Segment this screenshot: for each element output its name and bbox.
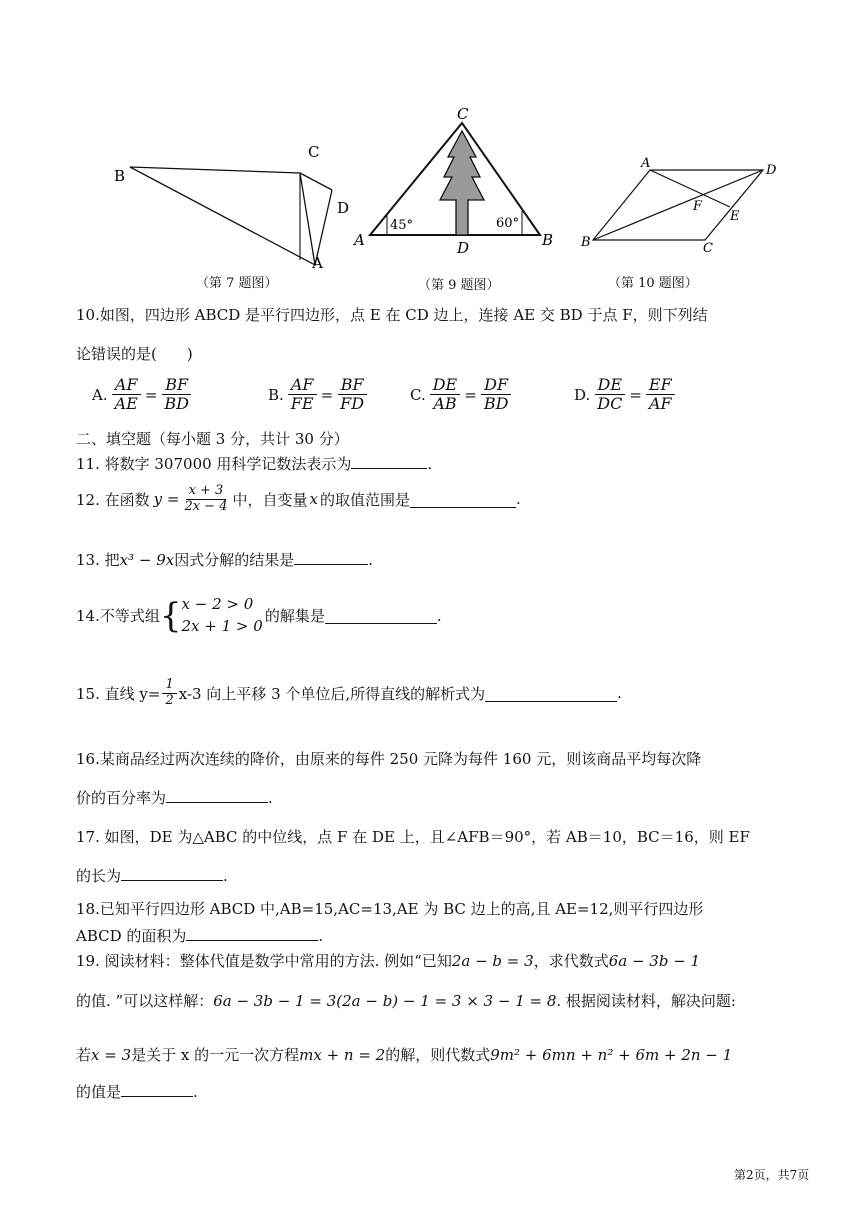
q11: 11. 将数字 307000 用科学记数法表示为 .	[76, 452, 432, 474]
q15: 15. 直线 y= $\frac{1}{2}$ x-3 向上平移 3 个单位后,所得直线的解析式为 .	[76, 677, 622, 708]
q18-answer-blank[interactable]	[186, 924, 318, 941]
q17-line2: 的长为 .	[76, 864, 228, 886]
q13-answer-blank[interactable]	[294, 548, 368, 565]
figure-9	[350, 105, 560, 265]
fig9-label-a: A	[354, 231, 365, 249]
fig7-line-cd	[300, 173, 332, 190]
fig10-label-d: D	[766, 163, 777, 178]
section-2-heading: 二、填空题（每小题 3 分，共计 30 分）	[76, 430, 349, 448]
q11-answer-blank[interactable]	[351, 452, 427, 469]
fig7-triangle-abc	[130, 167, 315, 265]
q18-line1: 18.已知平行四边形 ABCD 中,AB=15,AC=13,AE 为 BC 边上的高,且 AE=12,则平行四边形	[76, 900, 704, 918]
q17-answer-blank[interactable]	[121, 864, 223, 881]
q10-option-c: C. $\frac{DE}{AB}$ = $\frac{DF}{BD}$	[410, 376, 511, 414]
q19-line3: 若x = 3是关于 x 的一元一次方程mx + n = 2的解，则代数式9m² + 6mn + n² + 6m + 2n − 1	[76, 1046, 733, 1064]
q10-line1: 10.如图，四边形 ABCD 是平行四边形，点 E 在 CD 边上，连接 AE 交 BD 于点 F，则下列结	[76, 306, 708, 324]
fig7-caption: （第 7 题图）	[196, 276, 278, 291]
figure-7	[100, 135, 360, 295]
q14-answer-blank[interactable]	[325, 607, 437, 624]
fig10-label-c: C	[703, 241, 713, 256]
fig7-label-a: A	[312, 254, 323, 272]
fig9-caption: （第 9 题图）	[418, 278, 500, 293]
q13: 13. 把x³ − 9x因式分解的结果是 .	[76, 548, 373, 570]
q19-line4: 的值是 .	[76, 1080, 198, 1102]
q19-line2: 的值. ”可以这样解：6a − 3b − 1 = 3(2a − b) − 1 = 3 × 3 − 1 = 8. 根据阅读材料，解决问题:	[76, 992, 736, 1010]
q16-answer-blank[interactable]	[166, 786, 268, 803]
fig9-angle-b: 60°	[496, 216, 520, 231]
fig10-caption: （第 10 题图）	[608, 276, 698, 291]
q19-answer-blank[interactable]	[121, 1080, 193, 1097]
q18-line2: ABCD 的面积为 .	[76, 924, 323, 946]
q10-option-a: A. $\frac{AF}{AE}$ = $\frac{BF}{BD}$	[92, 376, 192, 414]
q10-option-d: D. $\frac{DE}{DC}$ = $\frac{EF}{AF}$	[574, 376, 675, 414]
q16-line1: 16.某商品经过两次连续的降价，由原来的每件 250 元降为每件 160 元，则该商品平均每次降	[76, 750, 702, 768]
fig9-angle-a: 45°	[390, 218, 414, 233]
fig10-label-b: B	[581, 235, 591, 250]
fig7-label-c: C	[308, 143, 320, 161]
q15-answer-blank[interactable]	[485, 685, 617, 702]
q19-line1: 19. 阅读材料：整体代值是数学中常用的方法. 例如“已知2a − b = 3，求代数式6a − 3b − 1	[76, 952, 701, 970]
q17-line1: 17. 如图，DE 为△ABC 的中位线，点 F 在 DE 上，且∠AFB＝90°，若 AB＝10，BC＝16，则 EF	[76, 828, 750, 846]
fig10-label-e: E	[730, 209, 740, 224]
q10-option-b: B. $\frac{AF}{FE}$ = $\frac{BF}{FD}$	[268, 376, 367, 414]
q14: 14.不等式组 { x − 2 > 0 2x + 1 > 0 的解集是 .	[76, 595, 442, 636]
fig9-label-d: D	[457, 239, 470, 257]
q10-line2: 论错误的是( )	[76, 345, 193, 363]
fig10-label-a: A	[641, 156, 651, 171]
q12-answer-blank[interactable]	[410, 491, 516, 508]
fig7-label-d: D	[337, 199, 350, 217]
fig10-label-f: F	[693, 199, 703, 214]
fig9-label-c: C	[457, 105, 469, 123]
figure-10	[575, 150, 790, 260]
fig10-line-bd	[593, 170, 763, 240]
q12: 12. 在函数 y = $\frac{x + 3}{2x - 4}$ 中，自变量 x 的取值范围是 .	[76, 483, 521, 514]
fig9-label-b: B	[542, 231, 554, 249]
fig7-label-b: B	[114, 167, 126, 185]
q16-line2: 价的百分率为 .	[76, 786, 273, 808]
page-footer: 第2页，共7页	[734, 1168, 810, 1182]
